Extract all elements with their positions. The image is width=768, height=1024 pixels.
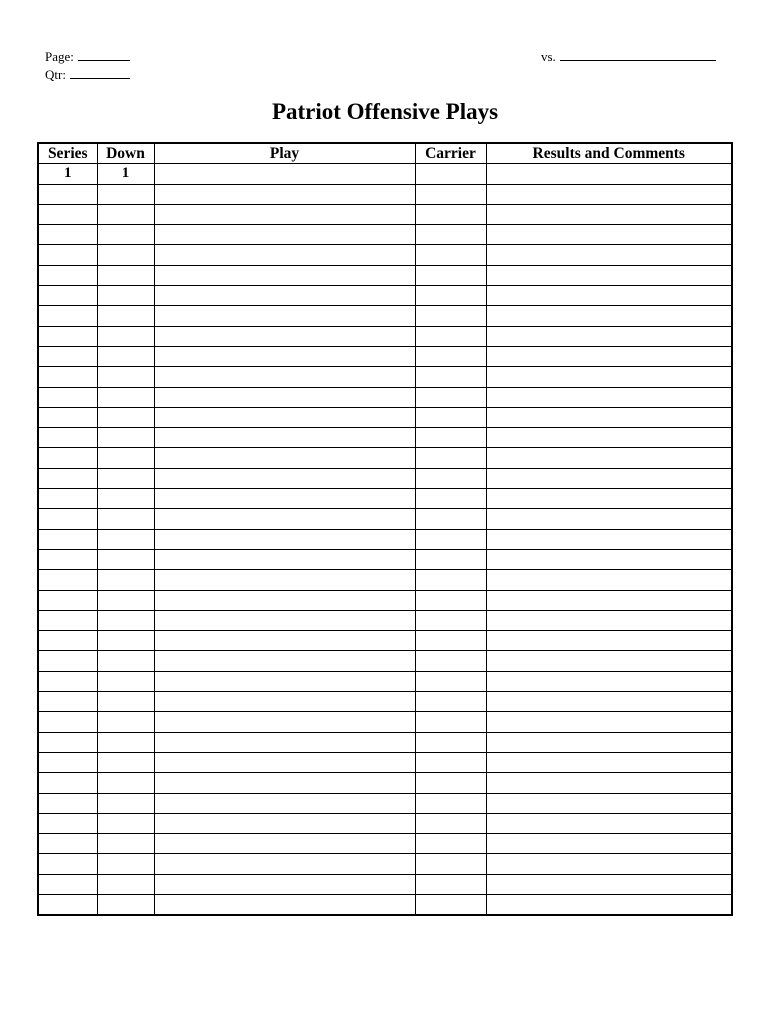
carrier-cell[interactable] <box>415 164 486 184</box>
series-cell[interactable] <box>38 590 97 610</box>
column-header-play: Play <box>154 143 415 164</box>
table-row <box>38 712 732 732</box>
play-cell[interactable] <box>154 428 415 448</box>
carrier-cell[interactable] <box>415 225 486 245</box>
down-cell[interactable] <box>97 468 154 488</box>
down-cell[interactable] <box>97 265 154 285</box>
opponent-blank[interactable] <box>560 48 716 61</box>
down-cell[interactable] <box>97 773 154 793</box>
qtr-label: Qtr: <box>45 67 66 82</box>
results-cell[interactable] <box>486 489 732 509</box>
play-cell[interactable] <box>154 407 415 427</box>
play-cell[interactable] <box>154 326 415 346</box>
table-row <box>38 610 732 630</box>
results-cell[interactable] <box>486 428 732 448</box>
carrier-cell[interactable] <box>415 651 486 671</box>
carrier-cell[interactable] <box>415 610 486 630</box>
play-cell[interactable] <box>154 468 415 488</box>
play-cell[interactable] <box>154 692 415 712</box>
results-cell[interactable] <box>486 549 732 569</box>
column-header-series: Series <box>38 143 97 164</box>
table-row <box>38 570 732 590</box>
down-cell[interactable] <box>97 346 154 366</box>
page-title: Patriot Offensive Plays <box>271 99 499 124</box>
play-cell[interactable] <box>154 448 415 468</box>
table-row <box>38 448 732 468</box>
series-cell[interactable] <box>38 529 97 549</box>
play-cell[interactable] <box>154 265 415 285</box>
down-cell[interactable] <box>97 732 154 752</box>
down-cell[interactable] <box>97 793 154 813</box>
carrier-cell[interactable] <box>415 184 486 204</box>
play-cell[interactable] <box>154 570 415 590</box>
down-cell[interactable] <box>97 752 154 772</box>
table-row <box>38 631 732 651</box>
play-cell[interactable] <box>154 834 415 854</box>
results-cell[interactable] <box>486 245 732 265</box>
carrier-cell[interactable] <box>415 286 486 306</box>
play-cell[interactable] <box>154 245 415 265</box>
carrier-cell[interactable] <box>415 489 486 509</box>
down-cell[interactable] <box>97 489 154 509</box>
results-cell[interactable] <box>486 692 732 712</box>
down-cell[interactable] <box>97 813 154 833</box>
results-cell[interactable] <box>486 286 732 306</box>
play-cell[interactable] <box>154 732 415 752</box>
results-cell[interactable] <box>486 346 732 366</box>
carrier-cell[interactable] <box>415 407 486 427</box>
carrier-cell[interactable] <box>415 387 486 407</box>
plays-table-body <box>38 164 732 915</box>
plays-table <box>37 142 733 916</box>
down-cell[interactable] <box>97 671 154 691</box>
table-row <box>38 489 732 509</box>
page-number-blank[interactable] <box>78 48 130 61</box>
table-row <box>38 468 732 488</box>
series-cell[interactable] <box>38 874 97 894</box>
carrier-cell[interactable] <box>415 245 486 265</box>
results-cell[interactable] <box>486 164 732 184</box>
down-cell[interactable] <box>97 529 154 549</box>
down-cell[interactable] <box>97 834 154 854</box>
table-row <box>38 874 732 894</box>
carrier-cell[interactable] <box>415 549 486 569</box>
series-cell[interactable] <box>38 428 97 448</box>
carrier-cell[interactable] <box>415 529 486 549</box>
series-cell[interactable] <box>38 387 97 407</box>
play-cell[interactable] <box>154 367 415 387</box>
play-cell[interactable] <box>154 286 415 306</box>
table-row <box>38 509 732 529</box>
table-header-row <box>38 143 732 164</box>
series-cell[interactable] <box>38 367 97 387</box>
table-row <box>38 428 732 448</box>
table-row <box>38 894 732 915</box>
series-cell[interactable] <box>38 468 97 488</box>
series-cell[interactable] <box>38 610 97 630</box>
results-cell[interactable] <box>486 570 732 590</box>
table-row <box>38 306 732 326</box>
down-cell[interactable] <box>97 651 154 671</box>
down-cell[interactable] <box>97 509 154 529</box>
table-row <box>38 854 732 874</box>
series-cell[interactable] <box>38 407 97 427</box>
table-row <box>38 286 732 306</box>
results-cell[interactable] <box>486 509 732 529</box>
results-cell[interactable] <box>486 610 732 630</box>
series-cell[interactable] <box>38 813 97 833</box>
play-cell[interactable] <box>154 651 415 671</box>
down-cell[interactable] <box>97 549 154 569</box>
carrier-cell[interactable] <box>415 468 486 488</box>
table-row <box>38 813 732 833</box>
carrier-cell[interactable] <box>415 204 486 224</box>
carrier-cell[interactable] <box>415 631 486 651</box>
results-cell[interactable] <box>486 448 732 468</box>
carrier-cell[interactable] <box>415 590 486 610</box>
results-cell[interactable] <box>486 265 732 285</box>
play-cell[interactable] <box>154 874 415 894</box>
carrier-cell[interactable] <box>415 834 486 854</box>
table-row <box>38 692 732 712</box>
series-cell[interactable] <box>38 712 97 732</box>
series-cell[interactable] <box>38 651 97 671</box>
series-cell[interactable] <box>38 448 97 468</box>
down-cell[interactable] <box>97 184 154 204</box>
series-cell[interactable] <box>38 286 97 306</box>
down-cell[interactable] <box>97 712 154 732</box>
down-cell[interactable] <box>97 225 154 245</box>
table-row <box>38 265 732 285</box>
carrier-cell[interactable] <box>415 773 486 793</box>
down-cell[interactable] <box>97 326 154 346</box>
series-cell[interactable] <box>38 631 97 651</box>
down-cell[interactable] <box>97 874 154 894</box>
column-header-down: Down <box>97 143 154 164</box>
results-cell[interactable] <box>486 225 732 245</box>
table-row <box>38 245 732 265</box>
play-cell[interactable] <box>154 712 415 732</box>
column-header-carrier: Carrier <box>415 143 486 164</box>
carrier-cell[interactable] <box>415 265 486 285</box>
results-cell[interactable] <box>486 204 732 224</box>
opponent-field <box>541 48 716 65</box>
results-cell[interactable] <box>486 752 732 772</box>
results-cell[interactable] <box>486 874 732 894</box>
quarter-blank[interactable] <box>70 66 130 79</box>
table-row <box>38 773 732 793</box>
series-cell[interactable] <box>38 184 97 204</box>
table-row <box>38 732 732 752</box>
down-cell[interactable] <box>97 631 154 651</box>
table-row <box>38 407 732 427</box>
results-cell[interactable] <box>486 184 732 204</box>
page-label: Page: <box>45 49 74 64</box>
series-cell[interactable] <box>38 306 97 326</box>
results-cell[interactable] <box>486 306 732 326</box>
table-row <box>38 346 732 366</box>
play-cell[interactable] <box>154 509 415 529</box>
table-row <box>38 651 732 671</box>
down-cell[interactable]: 1 <box>97 164 154 184</box>
table-row <box>38 164 732 184</box>
carrier-cell[interactable] <box>415 874 486 894</box>
series-cell[interactable] <box>38 346 97 366</box>
table-row <box>38 326 732 346</box>
results-cell[interactable] <box>486 326 732 346</box>
series-cell[interactable] <box>38 570 97 590</box>
play-cell[interactable] <box>154 204 415 224</box>
down-cell[interactable] <box>97 306 154 326</box>
results-cell[interactable] <box>486 651 732 671</box>
series-cell[interactable] <box>38 834 97 854</box>
carrier-cell[interactable] <box>415 346 486 366</box>
down-cell[interactable] <box>97 428 154 448</box>
carrier-cell[interactable] <box>415 671 486 691</box>
table-row <box>38 793 732 813</box>
carrier-cell[interactable] <box>415 752 486 772</box>
carrier-cell[interactable] <box>415 732 486 752</box>
down-cell[interactable] <box>97 692 154 712</box>
carrier-cell[interactable] <box>415 326 486 346</box>
down-cell[interactable] <box>97 610 154 630</box>
down-cell[interactable] <box>97 367 154 387</box>
results-cell[interactable] <box>486 468 732 488</box>
series-cell[interactable] <box>38 793 97 813</box>
results-cell[interactable] <box>486 671 732 691</box>
down-cell[interactable] <box>97 407 154 427</box>
down-cell[interactable] <box>97 894 154 915</box>
table-row <box>38 529 732 549</box>
play-cell[interactable] <box>154 854 415 874</box>
results-cell[interactable] <box>486 590 732 610</box>
results-cell[interactable] <box>486 367 732 387</box>
play-cell[interactable] <box>154 164 415 184</box>
series-cell[interactable] <box>38 245 97 265</box>
carrier-cell[interactable] <box>415 448 486 468</box>
results-cell[interactable] <box>486 813 732 833</box>
series-cell[interactable] <box>38 732 97 752</box>
down-cell[interactable] <box>97 245 154 265</box>
table-row <box>38 834 732 854</box>
table-row <box>38 590 732 610</box>
quarter-field <box>45 66 130 83</box>
series-cell[interactable] <box>38 773 97 793</box>
carrier-cell[interactable] <box>415 813 486 833</box>
play-cell[interactable] <box>154 631 415 651</box>
series-cell[interactable] <box>38 265 97 285</box>
carrier-cell[interactable] <box>415 306 486 326</box>
series-cell[interactable] <box>38 549 97 569</box>
table-row <box>38 225 732 245</box>
table-row <box>38 752 732 772</box>
results-cell[interactable] <box>486 834 732 854</box>
play-cell[interactable] <box>154 894 415 915</box>
play-cell[interactable] <box>154 590 415 610</box>
table-row <box>38 387 732 407</box>
series-cell[interactable] <box>38 509 97 529</box>
results-cell[interactable] <box>486 712 732 732</box>
play-cell[interactable] <box>154 184 415 204</box>
series-cell[interactable] <box>38 752 97 772</box>
play-cell[interactable] <box>154 529 415 549</box>
results-cell[interactable] <box>486 631 732 651</box>
play-cell[interactable] <box>154 225 415 245</box>
page-number-field <box>45 48 130 65</box>
down-cell[interactable] <box>97 204 154 224</box>
table-row <box>38 671 732 691</box>
vs-label: vs. <box>541 49 556 64</box>
results-cell[interactable] <box>486 854 732 874</box>
play-cell[interactable] <box>154 773 415 793</box>
down-cell[interactable] <box>97 854 154 874</box>
down-cell[interactable] <box>97 590 154 610</box>
results-cell[interactable] <box>486 793 732 813</box>
series-cell[interactable] <box>38 204 97 224</box>
results-cell[interactable] <box>486 773 732 793</box>
series-cell[interactable] <box>38 489 97 509</box>
carrier-cell[interactable] <box>415 509 486 529</box>
carrier-cell[interactable] <box>415 367 486 387</box>
down-cell[interactable] <box>97 570 154 590</box>
play-cell[interactable] <box>154 813 415 833</box>
series-cell[interactable] <box>38 894 97 915</box>
results-cell[interactable] <box>486 387 732 407</box>
play-cell[interactable] <box>154 549 415 569</box>
series-cell[interactable] <box>38 326 97 346</box>
play-cell[interactable] <box>154 489 415 509</box>
play-cell[interactable] <box>154 671 415 691</box>
carrier-cell[interactable] <box>415 428 486 448</box>
carrier-cell[interactable] <box>415 894 486 915</box>
down-cell[interactable] <box>97 448 154 468</box>
play-cell[interactable] <box>154 752 415 772</box>
carrier-cell[interactable] <box>415 712 486 732</box>
series-cell[interactable]: 1 <box>38 164 97 184</box>
play-cell[interactable] <box>154 610 415 630</box>
carrier-cell[interactable] <box>415 692 486 712</box>
play-cell[interactable] <box>154 793 415 813</box>
results-cell[interactable] <box>486 732 732 752</box>
down-cell[interactable] <box>97 286 154 306</box>
table-row <box>38 367 732 387</box>
carrier-cell[interactable] <box>415 570 486 590</box>
results-cell[interactable] <box>486 894 732 915</box>
play-cell[interactable] <box>154 306 415 326</box>
table-row <box>38 204 732 224</box>
results-cell[interactable] <box>486 529 732 549</box>
series-cell[interactable] <box>38 225 97 245</box>
table-row <box>38 184 732 204</box>
series-cell[interactable] <box>38 692 97 712</box>
series-cell[interactable] <box>38 671 97 691</box>
carrier-cell[interactable] <box>415 793 486 813</box>
column-header-results: Results and Comments <box>486 143 732 164</box>
table-row <box>38 549 732 569</box>
carrier-cell[interactable] <box>415 854 486 874</box>
series-cell[interactable] <box>38 854 97 874</box>
results-cell[interactable] <box>486 407 732 427</box>
down-cell[interactable] <box>97 387 154 407</box>
play-cell[interactable] <box>154 387 415 407</box>
play-cell[interactable] <box>154 346 415 366</box>
